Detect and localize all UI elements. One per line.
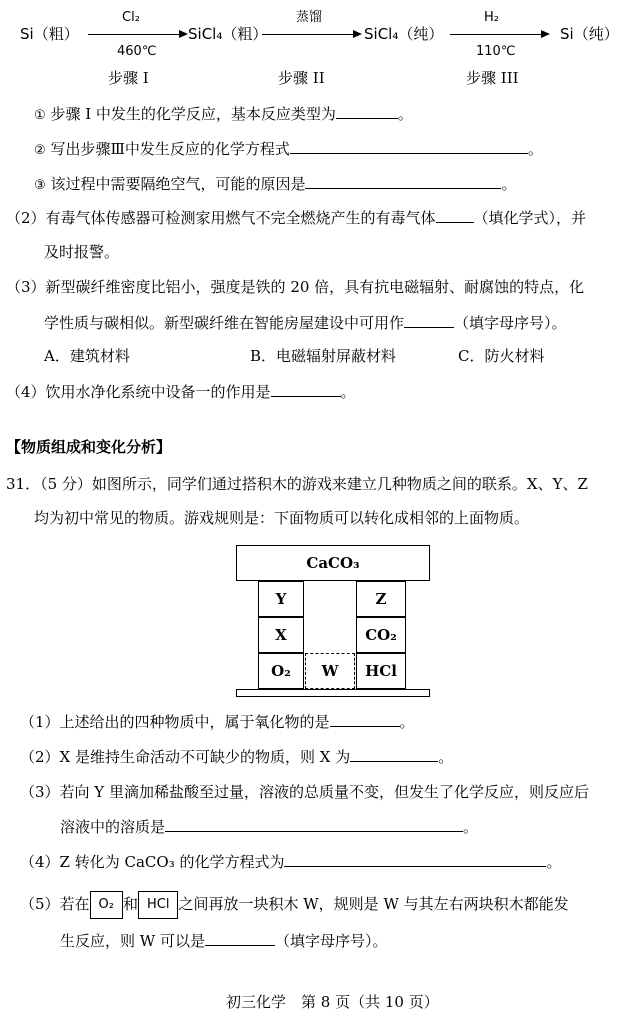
flow-si-crude: Si（粗） — [20, 25, 79, 43]
flow-arrow-1 — [88, 34, 180, 35]
block-o2: O₂ — [258, 653, 304, 689]
q31-sub5-text-b: 之间再放一块积木 W，规则是 W 与其左右两块积木都能发 — [178, 895, 569, 913]
q31-sub4 — [20, 851, 562, 872]
q2-text-a: （2）有毒气体传感器可检测家用燃气不完全燃烧产生的有毒气体 — [6, 209, 436, 227]
q3-option-c: C．防火材料 — [458, 347, 545, 365]
flow-step-2: 步骤 II — [278, 69, 325, 87]
q31-sub2 — [20, 746, 453, 767]
q2-line1 — [6, 207, 586, 228]
q2-line2: 及时报警。 — [44, 243, 120, 261]
inline-block-o2: O₂ — [90, 891, 123, 919]
answer-blank[interactable] — [205, 930, 275, 946]
answer-blank[interactable] — [350, 746, 438, 762]
q31-sub5-line1 — [20, 889, 569, 919]
q1-sub3-text: 该过程中需要隔绝空气，可能的原因是 — [50, 175, 306, 193]
q31-sub5-text-c: 生反应，则 W 可以是 — [60, 932, 205, 950]
q3-option-b: B．电磁辐射屏蔽材料 — [250, 347, 397, 365]
answer-blank[interactable] — [290, 138, 528, 154]
flow-step-1: 步骤 I — [108, 69, 149, 87]
q1-sub3-end: 。 — [501, 175, 517, 193]
answer-blank[interactable] — [330, 711, 400, 727]
q31-sub1-text: （1）上述给出的四种物质中，属于氧化物的是 — [20, 713, 330, 731]
q31-sub4-end: 。 — [546, 853, 562, 871]
flow-arrow2-top: 蒸馏 — [296, 10, 323, 25]
inline-block-hcl: HCl — [138, 891, 178, 919]
block-hcl: HCl — [356, 653, 406, 689]
q3-line1: （3）新型碳纤维密度比铝小，强度是铁的 20 倍，具有抗电磁辐射、耐腐蚀的特点，化 — [6, 278, 585, 296]
page-footer: 初三化学 第 8 页（共 10 页） — [226, 993, 439, 1011]
q1-sub3-marker: ③ — [34, 178, 46, 193]
block-x: X — [258, 617, 304, 653]
q3-line2 — [44, 312, 567, 333]
answer-blank[interactable] — [305, 173, 501, 189]
q1-sub3 — [34, 173, 516, 196]
q31-sub5-and: 和 — [123, 895, 139, 913]
q31-sub4-text: （4）Z 转化为 CaCO₃ 的化学方程式为 — [20, 853, 285, 871]
answer-blank[interactable] — [271, 381, 341, 397]
q31-line1: 31．（5 分）如图所示，同学们通过搭积木的游戏来建立几种物质之间的联系。X、Y、Z — [6, 475, 588, 493]
q4-end: 。 — [340, 383, 356, 401]
q1-sub1 — [34, 103, 413, 126]
q3-text-b: （填字母序号）。 — [454, 314, 567, 332]
q1-sub1-end: 。 — [397, 105, 413, 123]
block-z: Z — [356, 581, 406, 617]
flow-si-pure: Si（纯） — [560, 25, 619, 43]
q31-sub5-text-d: （填字母序号）。 — [274, 932, 388, 950]
q4-line — [6, 381, 356, 402]
q1-sub2-marker: ② — [34, 143, 46, 158]
q31-sub3-line1: （3）若向 Y 里滴加稀盐酸至过量，溶液的总质量不变，但发生了化学反应，则反应后 — [20, 783, 589, 801]
q31-sub5-text-a: （5）若在 — [20, 895, 90, 913]
block-co2: CO₂ — [356, 617, 406, 653]
q4-text: （4）饮用水净化系统中设备一的作用是 — [6, 383, 271, 401]
flow-arrow3-top: H₂ — [484, 10, 499, 25]
q31-sub3-end: 。 — [463, 818, 479, 836]
flow-step-3: 步骤 III — [466, 69, 519, 87]
q31-sub1 — [20, 711, 415, 732]
block-base — [236, 689, 430, 697]
q31-sub2-end: 。 — [438, 748, 454, 766]
flow-sicl4-crude: SiCl₄（粗） — [188, 25, 268, 43]
flow-sicl4-pure: SiCl₄（纯） — [364, 25, 444, 43]
flow-arrow-2 — [262, 34, 354, 35]
answer-blank[interactable] — [336, 103, 398, 119]
q31-sub3-line2 — [60, 816, 478, 837]
block-w: W — [305, 653, 355, 689]
q2-text-b: （填化学式），并 — [473, 209, 587, 227]
q31-sub2-text: （2）X 是维持生命活动不可缺少的物质，则 X 为 — [20, 748, 351, 766]
q1-sub2-text: 写出步骤Ⅲ中发生反应的化学方程式 — [50, 140, 290, 158]
answer-blank[interactable] — [284, 851, 546, 867]
q1-sub1-text: 步骤 I 中发生的化学反应，基本反应类型为 — [50, 105, 336, 123]
answer-blank[interactable] — [404, 312, 454, 328]
q1-sub2-end: 。 — [527, 140, 543, 158]
section-title: 【物质组成和变化分析】 — [6, 438, 172, 456]
q31-sub3-text: 溶液中的溶质是 — [60, 818, 166, 836]
q31-sub1-end: 。 — [399, 713, 415, 731]
flow-arrow-3 — [450, 34, 542, 35]
flow-arrow1-top: Cl₂ — [122, 10, 140, 25]
q3-option-a: A．建筑材料 — [44, 347, 130, 365]
q31-sub5-line2 — [60, 930, 387, 951]
q31-line2: 均为初中常见的物质。游戏规则是：下面物质可以转化成相邻的上面物质。 — [34, 509, 530, 527]
q3-text-a: 学性质与碳相似。新型碳纤维在智能房屋建设中可用作 — [44, 314, 405, 332]
flow-arrow1-bottom: 460℃ — [117, 44, 157, 59]
q1-sub2 — [34, 138, 543, 161]
answer-blank[interactable] — [165, 816, 463, 832]
flow-arrow3-bottom: 110℃ — [476, 44, 516, 59]
block-y: Y — [258, 581, 304, 617]
block-caco3: CaCO₃ — [236, 545, 430, 581]
q1-sub1-marker: ① — [34, 108, 46, 123]
answer-blank[interactable] — [436, 207, 474, 223]
